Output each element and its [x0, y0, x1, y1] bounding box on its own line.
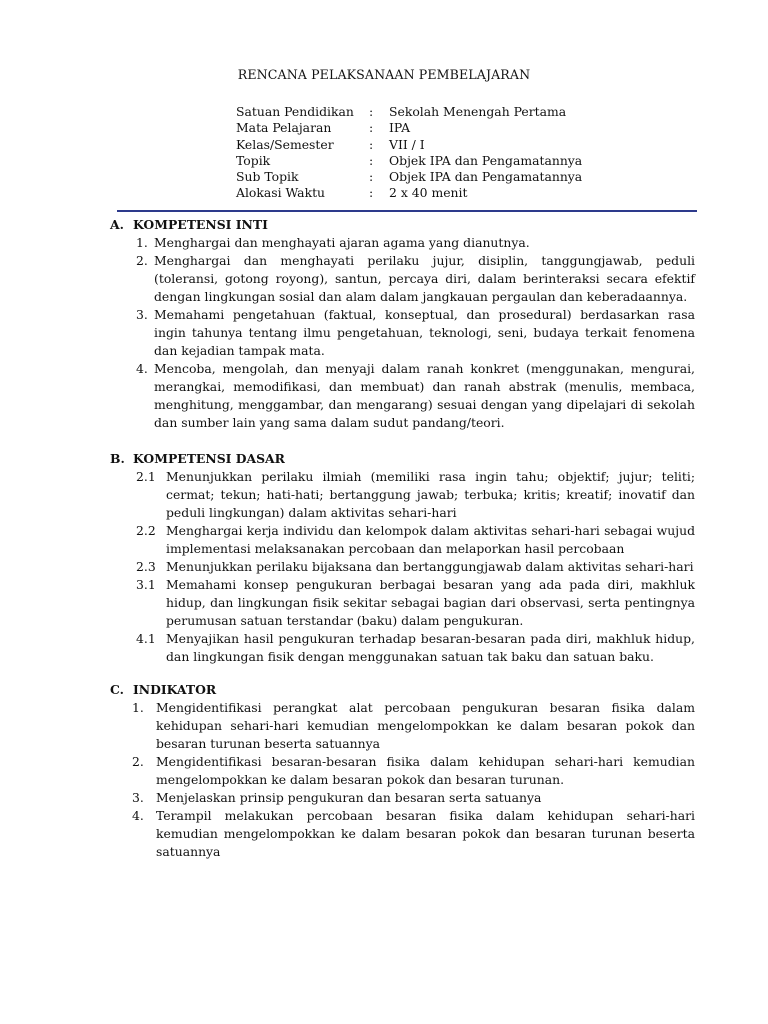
list-item — [110, 753, 695, 789]
list-item — [110, 252, 695, 306]
item-text: Menghargai dan menghayati perilaku jujur, disiplin, tanggungjawab, peduli (toleransi, gotong royong), santun, percaya diri, dalam berinteraksi secara efektif dengan lingkungan sosial dan alam dalam jangkauan pergaulan dan keberadaannya. — [154, 253, 695, 304]
item-number: 1. — [136, 235, 148, 250]
item-number: 4. — [132, 808, 144, 823]
item-number: 2.1 — [136, 469, 156, 484]
meta-row-alokasi-waktu — [236, 185, 676, 201]
list-item — [110, 558, 695, 576]
meta-label: Topik — [236, 152, 271, 168]
list-item — [110, 468, 695, 522]
section-title: KOMPETENSI INTI — [133, 217, 268, 232]
section-heading — [110, 450, 695, 468]
item-text: Menunjukkan perilaku ilmiah (memiliki rasa ingin tahu; objektif; jujur; teliti; cermat; tekun; hati-hati; bertanggung jawab; terbuka; kritis; kreatif; inovatif dan peduli lingkungan) dalam aktivitas sehari-hari — [166, 469, 695, 520]
item-number: 2.3 — [136, 559, 156, 574]
list-item — [110, 699, 695, 753]
item-text: Menghargai dan menghayati ajaran agama yang dianutnya. — [154, 235, 530, 250]
identity-table — [236, 104, 676, 202]
meta-label: Mata Pelajaran — [236, 120, 332, 136]
meta-colon: : — [369, 136, 374, 152]
item-text: Mengidentifikasi perangkat alat percobaan pengukuran besaran fisika dalam kehidupan sehari-hari kemudian mengelompokkan ke dalam besaran pokok dan besaran turunan beserta satuannya — [156, 700, 695, 751]
section-heading — [110, 681, 695, 699]
item-number: 3.1 — [136, 577, 156, 592]
item-number: 2. — [132, 754, 144, 769]
item-text: Memahami konsep pengukuran berbagai besaran yang ada pada diri, makhluk hidup, dan lingkungan fisik sekitar sebagai bagian dari observasi, serta pentingnya perumusan satuan terstandar (baku) dalam pengukuran. — [166, 577, 695, 628]
list-item — [110, 576, 695, 630]
meta-row-mata-pelajaran — [236, 120, 676, 136]
meta-value: IPA — [389, 120, 411, 136]
section-kompetensi-dasar — [110, 450, 695, 666]
item-text: Menunjukkan perilaku bijaksana dan bertanggungjawab dalam aktivitas sehari-hari — [166, 559, 694, 574]
item-number: 1. — [132, 700, 144, 715]
header-divider — [117, 210, 697, 212]
meta-colon: : — [369, 120, 374, 136]
indikator-list — [110, 699, 695, 861]
meta-value: Objek IPA dan Pengamatannya — [389, 152, 583, 168]
meta-row-kelas-semester — [236, 137, 676, 153]
item-text: Terampil melakukan percobaan besaran fisika dalam kehidupan sehari-hari kemudian mengelompokkan ke dalam besaran pokok dan besaran turunan beserta satuannya — [156, 808, 695, 859]
meta-row-satuan-pendidikan — [236, 104, 676, 120]
item-text: Mengidentifikasi besaran-besaran fisika dalam kehidupan sehari-hari kemudian mengelompokkan ke dalam besaran pokok dan besaran turunan. — [156, 754, 695, 787]
section-kompetensi-inti — [110, 216, 695, 432]
meta-row-topik — [236, 153, 676, 169]
section-heading — [110, 216, 695, 234]
item-text: Memahami pengetahuan (faktual, konseptual, dan prosedural) berdasarkan rasa ingin tahunya tentang ilmu pengetahuan, teknologi, seni, budaya terkait fenomena dan kejadian tampak mata. — [154, 307, 695, 358]
item-text: Mencoba, mengolah, dan menyaji dalam ranah konkret (menggunakan, mengurai, merangkai, memodifikasi, dan membuat) dan ranah abstrak (menulis, membaca, menghitung, menggambar, dan mengarang) sesuai dengan yang dipelajari di sekolah dan sumber lain yang sama dalam sudut pandang/teori. — [154, 361, 695, 430]
list-item — [110, 306, 695, 360]
item-text: Menjelaskan prinsip pengukuran dan besaran serta satuanya — [156, 790, 542, 805]
meta-label: Kelas/Semester — [236, 136, 334, 152]
item-text: Menyajikan hasil pengukuran terhadap besaran-besaran pada diri, makhluk hidup, dan lingkungan fisik dengan menggunakan satuan tak baku dan satuan baku. — [166, 631, 695, 664]
meta-value: Objek IPA dan Pengamatannya — [389, 169, 583, 185]
item-text: Menghargai kerja individu dan kelompok dalam aktivitas sehari-hari sebagai wujud implementasi melaksanakan percobaan dan melaporkan hasil percobaan — [166, 523, 695, 556]
meta-value: Sekolah Menengah Pertama — [389, 104, 567, 119]
item-number: 2.2 — [136, 523, 156, 538]
section-letter: C. — [110, 682, 124, 697]
meta-row-sub-topik — [236, 169, 676, 185]
kompetensi-dasar-list — [110, 468, 695, 666]
list-item — [110, 789, 695, 807]
item-number: 4. — [136, 361, 148, 376]
meta-value: 2 x 40 menit — [389, 185, 468, 201]
item-number: 3. — [136, 307, 148, 322]
item-number: 2. — [136, 253, 148, 268]
meta-label: Sub Topik — [236, 169, 299, 185]
meta-colon: : — [369, 152, 374, 168]
meta-colon: : — [369, 185, 374, 201]
meta-label: Satuan Pendidikan — [236, 104, 354, 119]
list-item — [110, 360, 695, 432]
meta-value: VII / I — [389, 136, 425, 152]
list-item — [110, 234, 695, 252]
section-letter: B. — [110, 451, 125, 466]
item-number: 3. — [132, 790, 144, 805]
section-title: KOMPETENSI DASAR — [133, 451, 285, 466]
list-item — [110, 630, 695, 666]
meta-colon: : — [369, 169, 374, 185]
kompetensi-inti-list — [110, 234, 695, 432]
document-title: RENCANA PELAKSANAAN PEMBELAJARAN — [237, 67, 531, 82]
meta-label: Alokasi Waktu — [236, 185, 326, 201]
list-item — [110, 522, 695, 558]
section-title: INDIKATOR — [133, 682, 217, 697]
section-indikator — [110, 681, 695, 861]
item-number: 4.1 — [136, 631, 156, 646]
section-letter: A. — [110, 217, 124, 232]
meta-colon: : — [369, 104, 374, 119]
list-item — [110, 807, 695, 861]
